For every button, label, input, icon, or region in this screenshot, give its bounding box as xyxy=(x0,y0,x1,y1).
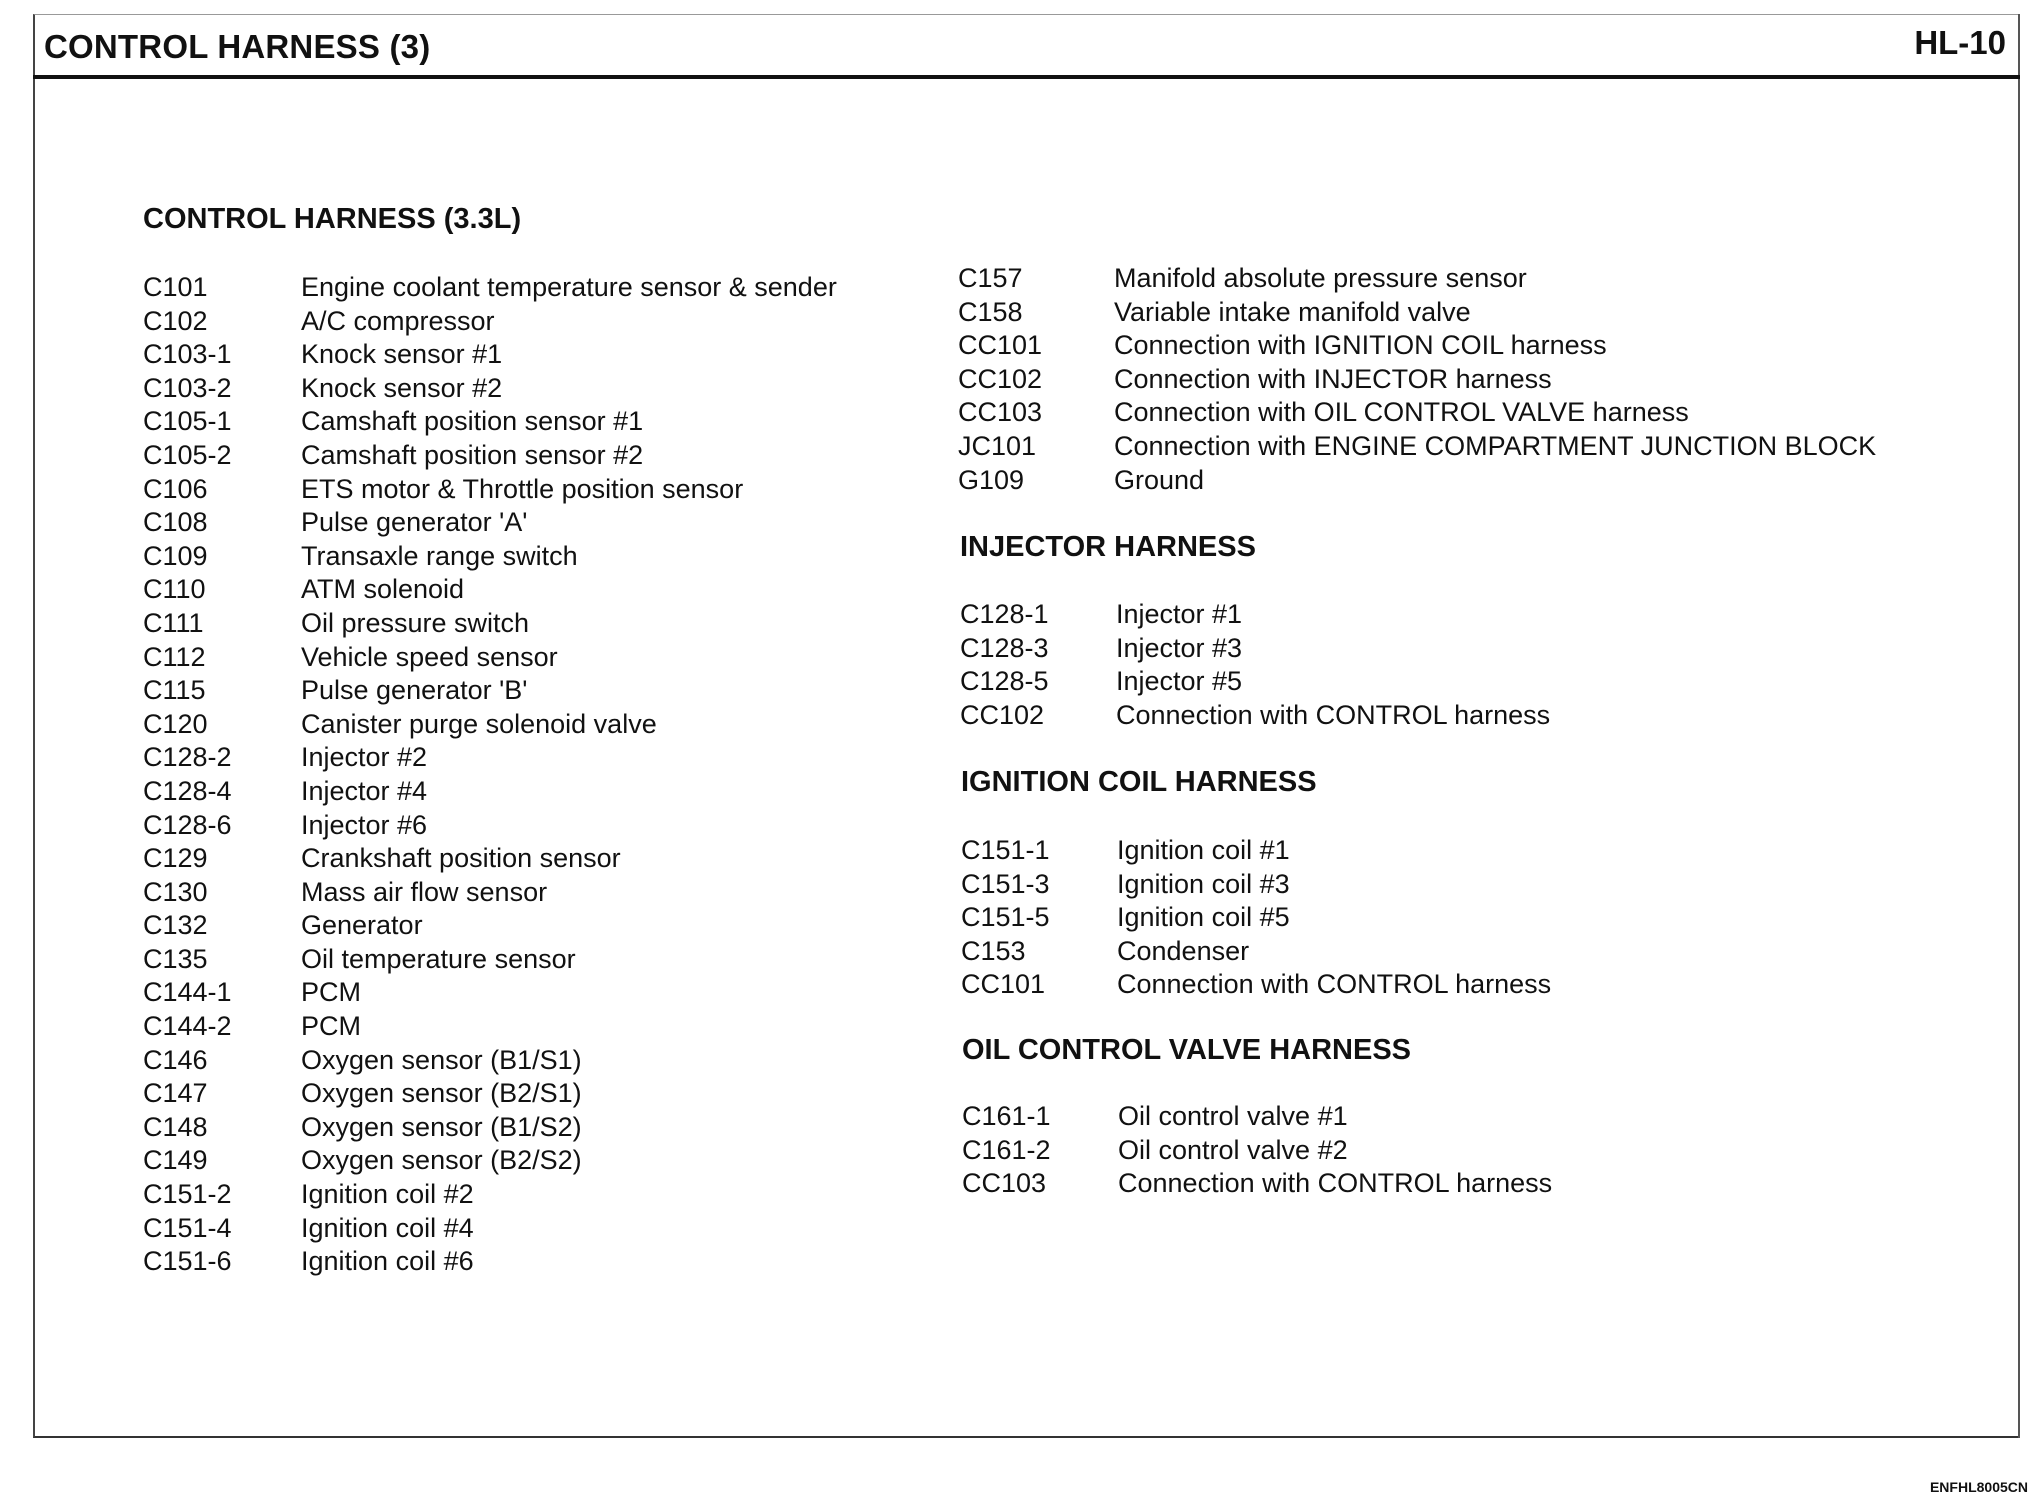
connector-code: C151-2 xyxy=(143,1179,232,1210)
connector-code: C103-1 xyxy=(143,339,232,370)
connector-code: C146 xyxy=(143,1044,208,1075)
connector-description: Vehicle speed sensor xyxy=(301,641,558,672)
connector-description: Transaxle range switch xyxy=(301,540,578,571)
connector-code: C158 xyxy=(958,296,1023,327)
connector-code: C115 xyxy=(143,675,206,706)
connector-description: Camshaft position sensor #2 xyxy=(301,439,644,470)
connector-description: Ignition coil #1 xyxy=(1117,835,1290,865)
connector-description: ETS motor & Throttle position sensor xyxy=(301,473,744,504)
connector-description: Connection with CONTROL harness xyxy=(1118,1168,1553,1199)
connector-code: C129 xyxy=(143,843,208,874)
connector-code: C151-3 xyxy=(961,868,1050,899)
connector-code: C102 xyxy=(143,305,208,336)
injector-harness-heading: INJECTOR HARNESS xyxy=(960,531,1256,563)
connector-description: Connection with ENGINE COMPARTMENT JUNCTION BLOCK xyxy=(1114,430,1877,461)
connector-code: C120 xyxy=(143,708,208,739)
connector-code: C101 xyxy=(143,272,208,302)
connector-description: Injector #4 xyxy=(301,775,428,806)
connector-code: C148 xyxy=(143,1111,208,1142)
connector-description: Ignition coil #6 xyxy=(301,1246,474,1277)
connector-code: C105-1 xyxy=(143,406,232,437)
figure-id: ENFHL8005CN xyxy=(1929,1479,2028,1495)
connector-code: C157 xyxy=(958,263,1023,293)
control-harness-heading: CONTROL HARNESS (3.3L) xyxy=(143,203,522,235)
connector-code: CC103 xyxy=(958,397,1043,428)
connector-description: Oil pressure switch xyxy=(301,607,530,638)
connector-description: Oil control valve #1 xyxy=(1118,1101,1348,1131)
connector-code: G109 xyxy=(958,464,1025,495)
connector-code: C128-4 xyxy=(143,775,232,806)
connector-description: Pulse generator 'A' xyxy=(301,507,528,538)
connector-description: Injector #5 xyxy=(1116,666,1243,697)
connector-description: Condenser xyxy=(1117,935,1250,966)
connector-code: C153 xyxy=(961,935,1026,966)
connector-code: C128-2 xyxy=(143,742,232,773)
connector-description: Oxygen sensor (B1/S2) xyxy=(301,1111,582,1142)
ignition-coil-harness-heading: IGNITION COIL HARNESS xyxy=(961,766,1317,798)
page-right-edge xyxy=(2018,14,2020,1438)
connector-description: Manifold absolute pressure sensor xyxy=(1114,263,1527,293)
connector-code: C151-5 xyxy=(961,902,1050,933)
connector-description: Ignition coil #3 xyxy=(1117,868,1290,899)
connector-code: C103-2 xyxy=(143,372,232,403)
connector-description: Oxygen sensor (B2/S1) xyxy=(301,1078,582,1109)
connector-code: CC102 xyxy=(960,699,1045,730)
connector-code: C109 xyxy=(143,540,208,571)
connector-code: C130 xyxy=(143,876,208,907)
connector-description: Canister purge solenoid valve xyxy=(301,708,657,739)
connector-code: C128-5 xyxy=(960,666,1049,697)
connector-description: Ignition coil #2 xyxy=(301,1179,474,1210)
connector-code: C135 xyxy=(143,943,208,974)
connector-code: CC101 xyxy=(958,330,1043,361)
connector-description: Oil control valve #2 xyxy=(1118,1134,1348,1165)
page-title: CONTROL HARNESS (3) xyxy=(44,28,431,65)
connector-description: Camshaft position sensor #1 xyxy=(301,406,644,437)
connector-code: C111 xyxy=(143,607,204,638)
connector-code: C151-6 xyxy=(143,1246,232,1277)
connector-code: C132 xyxy=(143,910,208,941)
connector-code: C128-3 xyxy=(960,632,1049,663)
connector-description: Engine coolant temperature sensor & sender xyxy=(301,272,837,302)
connector-description: PCM xyxy=(301,977,361,1008)
connector-code: C128-6 xyxy=(143,809,232,840)
connector-description: Injector #1 xyxy=(1116,599,1243,629)
connector-description: Ground xyxy=(1114,464,1205,495)
connector-code: C105-2 xyxy=(143,439,232,470)
connector-description: Oil temperature sensor xyxy=(301,943,576,974)
connector-description: Oxygen sensor (B1/S1) xyxy=(301,1044,582,1075)
connector-description: Knock sensor #1 xyxy=(301,339,503,370)
connector-description: Injector #3 xyxy=(1116,632,1243,663)
connector-code: C144-2 xyxy=(143,1011,232,1042)
connector-code: C110 xyxy=(143,574,206,605)
connector-code: C147 xyxy=(143,1078,208,1109)
connector-description: Connection with CONTROL harness xyxy=(1117,969,1552,1000)
connector-description: Oxygen sensor (B2/S2) xyxy=(301,1145,582,1176)
connector-description: Ignition coil #4 xyxy=(301,1212,474,1243)
connector-description: Injector #2 xyxy=(301,742,428,773)
connector-description: Generator xyxy=(301,910,423,941)
connector-description: ATM solenoid xyxy=(301,574,465,605)
connector-description: Ignition coil #5 xyxy=(1117,902,1290,933)
connector-description: Connection with CONTROL harness xyxy=(1116,699,1551,730)
header-rule xyxy=(33,75,2020,79)
connector-description: Pulse generator 'B' xyxy=(301,675,528,706)
connector-code: JC101 xyxy=(958,430,1037,461)
page-code: HL-10 xyxy=(1914,24,2006,61)
connector-code: C128-1 xyxy=(960,599,1049,629)
connector-code: C161-1 xyxy=(962,1101,1051,1131)
connector-description: Knock sensor #2 xyxy=(301,372,503,403)
connector-description: Connection with IGNITION COIL harness xyxy=(1114,330,1607,361)
connector-code: C112 xyxy=(143,641,206,672)
connector-description: Mass air flow sensor xyxy=(301,876,548,907)
connector-description: Connection with OIL CONTROL VALVE harness xyxy=(1114,397,1689,428)
connector-code: CC103 xyxy=(962,1168,1047,1199)
connector-code: C106 xyxy=(143,473,208,504)
connector-description: PCM xyxy=(301,1011,361,1042)
connector-code: C161-2 xyxy=(962,1134,1051,1165)
connector-description: A/C compressor xyxy=(301,305,495,336)
connector-code: C151-4 xyxy=(143,1212,232,1243)
connector-description: Connection with INJECTOR harness xyxy=(1114,363,1552,394)
connector-description: Injector #6 xyxy=(301,809,428,840)
connector-code: C144-1 xyxy=(143,977,232,1008)
connector-description: Crankshaft position sensor xyxy=(301,843,621,874)
connector-code: CC102 xyxy=(958,363,1043,394)
connector-description: Variable intake manifold valve xyxy=(1114,296,1471,327)
connector-code: C108 xyxy=(143,507,208,538)
connector-code: CC101 xyxy=(961,969,1046,1000)
oil-control-valve-harness-heading: OIL CONTROL VALVE HARNESS xyxy=(962,1034,1412,1066)
connector-code: C149 xyxy=(143,1145,208,1176)
connector-code: C151-1 xyxy=(961,835,1050,865)
